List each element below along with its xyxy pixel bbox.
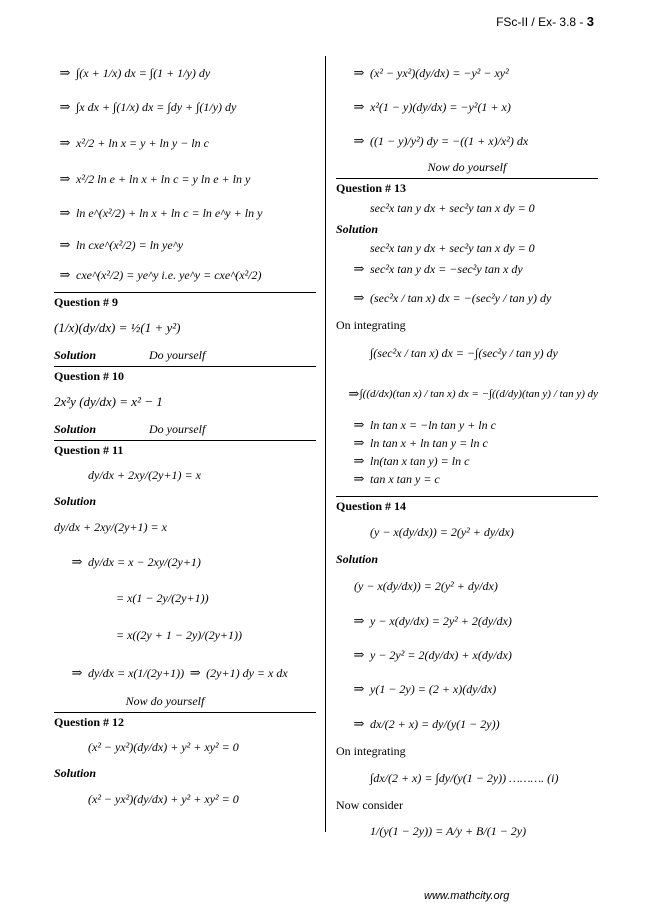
page-number: 3 [586, 14, 594, 29]
question-14-title: Question # 14 [336, 496, 598, 514]
implies-arrow: ⇒ [189, 665, 201, 680]
implies-arrow: ⇒ [353, 716, 365, 731]
eq-line: ((1 − y)/y²) dy = −((1 + x)/x²) dx [370, 133, 529, 148]
eq-line: y(1 − 2y) = (2 + x)(dy/dx) [370, 681, 497, 696]
implies-arrow: ⇒ [353, 453, 365, 468]
implies-arrow: ⇒ [353, 290, 365, 305]
implies-arrow: ⇒ [59, 267, 71, 282]
right-column [336, 56, 598, 848]
now-consider-label: Now consider [336, 797, 403, 812]
question-10-equation: 2x²y (dy/dx) = x² − 1 [54, 394, 163, 409]
implies-arrow: ⇒ [353, 613, 365, 628]
solution-label: Solution [336, 551, 379, 566]
implies-arrow: ⇒ [353, 647, 365, 662]
eq-line: sec²x tan y dx = −sec²y tan x dy [370, 261, 523, 276]
question-12-equation: (x² − yx²)(dy/dx) + y² + xy² = 0 [88, 739, 239, 754]
do-yourself-note: Now do yourself [427, 159, 507, 174]
solution-label: Solution [54, 421, 97, 436]
solution-label: Solution [54, 765, 97, 780]
implies-arrow: ⇒ [59, 65, 71, 80]
eq-line: (y − x(dy/dx)) = 2(y² + dy/dx) [354, 578, 498, 593]
implies-arrow: ⇒ [71, 554, 83, 569]
eq-line: 1/(y(1 − 2y)) = A/y + B/(1 − 2y) [370, 823, 527, 838]
eq-line: ∫dx/(2 + x) = ∫dy/(y(1 − 2y)) ………. (i) [370, 770, 559, 785]
header-title: FSc-II / Ex- 3.8 - [496, 15, 587, 29]
eq-line: tan x tan y = c [370, 471, 440, 486]
question-9-title: Question # 9 [54, 292, 316, 310]
eq-line: y − x(dy/dx) = 2y² + 2(dy/dx) [370, 613, 512, 628]
on-integrating-label: On integrating [336, 743, 406, 758]
do-yourself-note: Do yourself [149, 347, 206, 362]
left-column [54, 56, 316, 816]
eq-line: = x((2y + 1 − 2y)/(2y+1)) [116, 627, 243, 642]
eq-line: x²/2 + ln x = y + ln y − ln c [76, 135, 209, 150]
footer-website: www.mathcity.org [424, 890, 510, 902]
eq-line: ln tan x + ln tan y = ln c [370, 435, 488, 450]
implies-arrow: ⇒ [353, 471, 365, 486]
question-14-equation: (y − x(dy/dx)) = 2(y² + dy/dx) [370, 524, 514, 539]
eq-line: = x(1 − 2y/(2y+1)) [116, 590, 209, 605]
eq-line: (x² − yx²)(dy/dx) = −y² − xy² [370, 65, 509, 80]
implies-arrow: ⇒ [59, 237, 71, 252]
eq-line: ln tan x = −ln tan y + ln c [370, 417, 496, 432]
eq-line: x²(1 − y)(dy/dx) = −y²(1 + x) [370, 99, 511, 114]
eq-line: ∫((d/dx)(tan x) / tan x) dx = −∫((d/dy)(tan y) / tan y) dy [359, 388, 598, 400]
question-10-title: Question # 10 [54, 366, 316, 384]
eq-line: x²/2 ln e + ln x + ln c = y ln e + ln y [76, 171, 251, 186]
on-integrating-label: On integrating [336, 317, 406, 332]
question-11-equation: dy/dx + 2xy/(2y+1) = x [88, 467, 201, 482]
question-9-equation: (1/x)(dy/dx) = ½(1 + y²) [54, 320, 181, 335]
implies-arrow: ⇒ [59, 135, 71, 150]
implies-arrow: ⇒ [71, 665, 83, 680]
implies-arrow: ⇒ [353, 261, 365, 276]
eq-line: y − 2y² = 2(dy/dx) + x(dy/dx) [370, 647, 512, 662]
eq-line: ∫(x + 1/x) dx = ∫(1 + 1/y) dy [76, 65, 211, 80]
implies-arrow: ⇒ [353, 133, 365, 148]
implies-arrow: ⇒ [353, 99, 365, 114]
eq-line: ∫(sec²x / tan x) dx = −∫(sec²y / tan y) dy [370, 345, 558, 360]
solution-label: Solution [336, 221, 379, 236]
eq-line: (2y+1) dy = x dx [206, 665, 288, 680]
eq-line: (x² − yx²)(dy/dx) + y² + xy² = 0 [88, 791, 239, 806]
question-13-title: Question # 13 [336, 178, 598, 196]
do-yourself-note: Do yourself [149, 421, 206, 436]
implies-arrow: ⇒ [353, 681, 365, 696]
eq-line: ln cxe^(x²/2) = ln ye^y [76, 237, 184, 252]
implies-arrow: ⇒ [353, 65, 365, 80]
question-12-title: Question # 12 [54, 712, 316, 730]
page-header [496, 14, 594, 29]
eq-line: sec²x tan y dx + sec²y tan x dy = 0 [370, 240, 535, 255]
eq-line: dy/dx = x − 2xy/(2y+1) [88, 554, 201, 569]
solution-label: Solution [54, 347, 97, 362]
column-divider [325, 56, 326, 832]
implies-arrow: ⇒ [353, 417, 365, 432]
eq-line: (sec²x / tan x) dx = −(sec²y / tan y) dy [370, 290, 552, 305]
question-11-title: Question # 11 [54, 440, 316, 458]
solution-label: Solution [54, 493, 97, 508]
do-yourself-note: Now do yourself [125, 693, 205, 708]
eq-line: dy/dx + 2xy/(2y+1) = x [54, 519, 167, 534]
question-13-equation: sec²x tan y dx + sec²y tan x dy = 0 [370, 200, 535, 215]
eq-line: ∫x dx + ∫(1/x) dx = ∫dy + ∫(1/y) dy [76, 99, 237, 114]
implies-arrow: ⇒ [348, 386, 360, 401]
implies-arrow: ⇒ [59, 99, 71, 114]
eq-line: dy/dx = x(1/(2y+1)) [88, 665, 185, 680]
eq-line: dx/(2 + x) = dy/(y(1 − 2y)) [370, 716, 500, 731]
implies-arrow: ⇒ [59, 171, 71, 186]
eq-line: cxe^(x²/2) = ye^y i.e. ye^y = cxe^(x²/2) [76, 267, 262, 282]
eq-line: ln(tan x tan y) = ln c [370, 453, 470, 468]
eq-line: ln e^(x²/2) + ln x + ln c = ln e^y + ln y [76, 205, 263, 220]
implies-arrow: ⇒ [59, 205, 71, 220]
implies-arrow: ⇒ [353, 435, 365, 450]
